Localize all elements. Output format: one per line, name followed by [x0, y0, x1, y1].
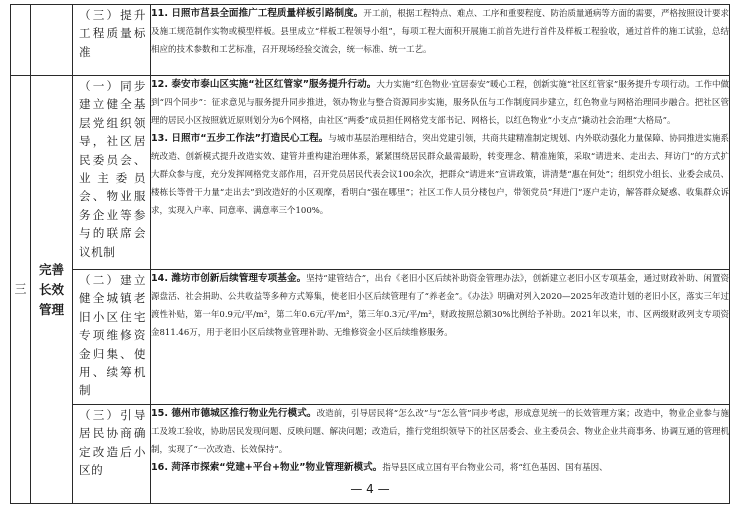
case-body: 与城市基层治理相结合，突出党建引领，共商共建精准制定规划、内外联动强化力量保障、协同推进实施系统改造、创新模式提升改造实效、建管并重构建治理体系，紧紧围绕居民群众最需最盼，转变理念、精准施策，采取“请进来、走出去、拜访门”的方式扩大群众参与度，充分发挥网格党支部作用，召开党员居民代表会议100余次，把群众“请进来”宣讲政策，讲清楚“惠在何处”；组织党小组长、业委会成员、楼栋长等骨干力量“走出去”到改造好的小区观摩，看明白“强在哪里”；社区工作人员分楼包户，带领党员“拜进门”逐户走访，解答群众疑惑、收集群众诉求，实现入户率、同意率、满意率三个100%。 — [151, 134, 729, 216]
case-body: 坚持“建管结合”，出台《老旧小区后续补助资金管理办法》，创新建立老旧小区专项基金，通过财政补助、闲置资源盘活、社会捐助、公共收益等多种方式筹集，使老旧小区后续管理有了“养老金”。《办法》明确对列入2020—2025年改造计划的老旧小区，落实三年过渡性补贴，第一年0.9元/平/m²，第二年0.6元/平/m²，第三年0.3元/平/m²，财政按照总额30%比例给予补助。2021年以来，市、区两级财政列支专项资金811.46万，用于老旧小区后续物业管理补助、无维修资金小区后续维修服务。 — [151, 274, 729, 338]
case-body: 开工前，根据工程特点、难点、工序和重要程度、防治质量通病等方面的需要，严格按照设计要求及施工规范制作实物或模型样板。县里成立“样板工程领导小组”，每项工程大面积开展施工前首先进行首件及样板工程验收，通过首件的施工试验，总结相应的技术参数和工艺标准，召开现场经验交流会，统一标准、统一工艺。 — [151, 9, 729, 55]
sub-measure-label: （三）提升工程质量标准 — [79, 8, 146, 59]
measures-table — [10, 4, 730, 504]
table-row — [11, 270, 730, 405]
case-title: 14. 潍坊市创新后续管理专项基金。 — [151, 273, 307, 284]
table-row — [11, 76, 730, 270]
case-item — [151, 405, 729, 459]
case-title: 16. 菏泽市探索“党建+平台+物业”物业管理新模式。 — [151, 462, 383, 473]
sub-measure-cell — [73, 76, 151, 270]
case-cell — [151, 270, 730, 405]
case-item — [151, 130, 729, 220]
case-body: 指导县区成立国有平台物业公司，将“红色基因、国有基因、 — [382, 463, 608, 473]
case-title: 12. 泰安市泰山区实施“社区红管家”服务提升行动。 — [151, 79, 377, 90]
sub-measure-cell — [73, 5, 151, 76]
case-item — [151, 5, 729, 59]
section-number-cell — [11, 76, 31, 504]
page-number: — 4 — — [350, 482, 390, 496]
case-title: 15. 德州市德城区推行物业先行模式。 — [151, 408, 317, 419]
blank-cell — [31, 5, 73, 76]
sub-measure-label: （三）引导居民协商确定改造后小区的 — [79, 408, 146, 478]
case-body: 改造前，引导居民将“怎么改”与“怎么管”同步考虑，形成意见统一的长效管理方案；改造中，物业企业参与施工及竣工验收，协助居民发现问题、反映问题、解决问题；改造后，推行党组织领导下的社区居委会、业主委员会、物业企业共商事务、协调互通的管理机制，实现了“一次改造、长效保持”。 — [151, 409, 730, 455]
case-item — [151, 270, 729, 342]
sub-measure-cell — [73, 270, 151, 405]
blank-cell — [11, 5, 31, 76]
case-title: 13. 日照市“五步工作法”打造民心工程。 — [151, 133, 329, 144]
case-body: 大力实施“红色物业·宜居泰安”暖心工程，创新实施“社区红管家”服务提升专项行动。工作中做到“四个同步”：征求意见与服务提升同步推进，领办物业与整合资源同步实施，服务队伍与工作制度同步建立，红色物业与网格治理同步融合。把社区管理的居民小区按照就近原则划分为6个网格，由社区“两委”成员担任网格党支部书记、网格长，以红色物业“小支点”撬动社会治理“大格局”。 — [151, 80, 729, 126]
case-cell — [151, 76, 730, 270]
category-cell — [31, 76, 73, 504]
case-cell — [151, 5, 730, 76]
sub-measure-label: （二）建立健全城镇老旧小区住宅专项维修资金归集、使用、续筹机制 — [79, 273, 146, 398]
sub-measure-label: （一）同步建立健全基层党组织领导，社区居民委员会、业主委员会、物业服务企业等参与的联席会议机制 — [79, 79, 146, 259]
case-item — [151, 76, 729, 130]
case-item — [151, 459, 729, 477]
table-row — [11, 5, 730, 76]
case-title: 11. 日照市莒县全面推广工程质量样板引路制度。 — [151, 8, 364, 19]
category-label: 完善长效管理 — [38, 261, 64, 317]
section-number: 三 — [14, 281, 27, 296]
